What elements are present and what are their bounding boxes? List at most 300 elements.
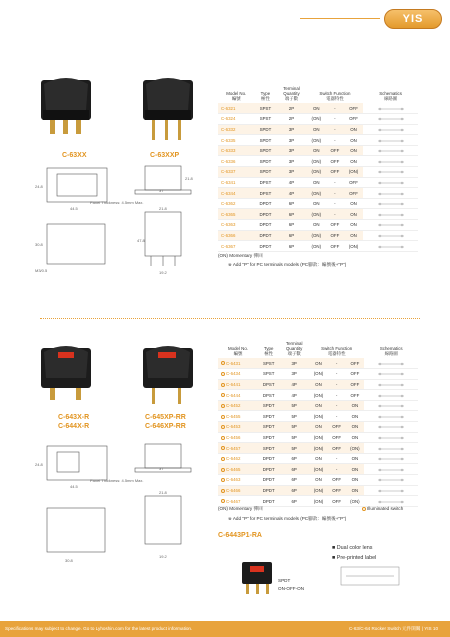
schematic-cell	[364, 400, 418, 411]
model-cell: C-6366	[218, 230, 255, 241]
header-type: Type 極性	[260, 91, 271, 101]
part-label-c646xp: C-646XP-RR	[145, 423, 186, 430]
illuminated-dot-icon	[221, 478, 225, 482]
schematic-icon	[376, 146, 406, 154]
table-cell: DPDT	[258, 464, 279, 475]
schematic-icon	[376, 422, 406, 430]
bullet-preprinted: ■ Pre-printed label	[332, 555, 377, 561]
table-cell: DPDT	[258, 496, 279, 507]
schematic-cell	[363, 114, 418, 125]
page-header	[0, 0, 450, 32]
table-cell: ON	[344, 220, 363, 231]
model-cell: C-6457	[218, 443, 258, 454]
table-cell: (ON)	[309, 485, 328, 496]
table-cell: OFF	[345, 379, 364, 390]
table-cell: OFF	[345, 390, 364, 401]
table-cell: DPDT	[255, 209, 277, 220]
schematic-icon	[376, 189, 406, 197]
note-pc-terminal-top: ※ Add "P" for PC terminals models (PC腳款：編號後+"P")	[228, 262, 347, 267]
table-cell: SPDT	[258, 400, 279, 411]
table-row	[218, 411, 418, 422]
table-cell: 3P	[276, 156, 306, 167]
table-cell: DPDT	[255, 220, 277, 231]
schematic-cell	[364, 475, 418, 486]
bullet-preprinted-text: Pre-printed label	[336, 555, 377, 561]
table-row	[218, 145, 418, 156]
table-row	[218, 485, 418, 496]
note-momentary-bottom: (ON) Momentary 彈回	[218, 506, 263, 511]
part-label-c643x: C-643X-R	[58, 414, 90, 421]
table-cell: (ON)	[309, 432, 328, 443]
table-row	[218, 220, 418, 231]
schematic-cell	[364, 379, 418, 390]
table-cell: SPDT	[255, 167, 277, 178]
table-row	[218, 379, 418, 390]
table-cell: ON	[345, 422, 364, 433]
spec-table-bottom	[218, 340, 418, 507]
footer-disclaimer: Specifications may subject to change. Go to Lyhoshin.com for the latest product information.	[5, 626, 193, 631]
illuminated-dot-icon	[221, 425, 225, 429]
model-cell: C-6441	[218, 379, 258, 390]
part-label-c645xp: C-645XP-RR	[145, 414, 186, 421]
table-cell: OFF	[328, 422, 345, 433]
schematic-icon	[376, 220, 406, 228]
table-cell: 5P	[279, 432, 309, 443]
model-cell: C-6344	[218, 188, 255, 199]
table-cell: SPDT	[255, 156, 277, 167]
table-cell: (ON)	[307, 188, 326, 199]
dim-k-bottom: Panel Thickness: 4.5mm Max.	[90, 478, 144, 483]
model-cell: C-6453	[218, 422, 258, 433]
table-cell: ON	[345, 432, 364, 443]
header-terminal: Terminal Quantity 端子數	[283, 86, 300, 101]
table-row	[218, 230, 418, 241]
dim-a: 24.8	[35, 184, 43, 189]
model-cell: C-6367	[218, 241, 255, 252]
table-cell: (ON)	[307, 167, 326, 178]
model-cell: C-6332	[218, 124, 255, 135]
schematic-icon	[376, 359, 406, 367]
table-cell: ON	[345, 475, 364, 486]
table-cell: -	[326, 103, 344, 114]
header-func: Switch Function 電器特性	[319, 91, 351, 101]
dim-d-bottom: 37	[159, 466, 164, 471]
schematic-cell	[364, 485, 418, 496]
table-cell: ON	[344, 135, 363, 146]
schematic-cell	[363, 220, 418, 231]
schematic-cell	[363, 198, 418, 209]
table-cell: ON	[345, 485, 364, 496]
note-pc-terminal-bottom: ※ Add "P" for PC terminals models (PC腳款：編號後+"P")	[228, 516, 347, 521]
table-cell: OFF	[326, 220, 344, 231]
schematic-cell	[363, 241, 418, 252]
schematic-icon	[376, 444, 406, 452]
bullet-dual-lens: ■ Dual color lens	[332, 545, 373, 551]
table-cell: ON	[345, 400, 364, 411]
schematic-icon	[376, 114, 406, 122]
table-cell: (ON)	[309, 390, 328, 401]
table-cell: 3P	[276, 135, 306, 146]
schematic-icon	[376, 104, 406, 112]
illuminated-dot-icon	[221, 361, 225, 365]
table-cell: SPDT	[255, 135, 277, 146]
table-header-row	[218, 340, 418, 358]
table-row	[218, 453, 418, 464]
table-cell: -	[328, 390, 345, 401]
schematic-cell	[363, 145, 418, 156]
table-row	[218, 124, 418, 135]
table-cell: ON	[309, 422, 328, 433]
switch-photo-c63xxp	[140, 70, 200, 150]
schematic-icon	[376, 401, 406, 409]
header-sch: Schematics 線路圖	[379, 346, 403, 356]
table-cell: (ON)	[345, 443, 364, 454]
table-cell: 3P	[279, 358, 309, 369]
schematic-icon	[376, 157, 406, 165]
table-cell: (ON)	[309, 369, 328, 380]
schematic-cell	[364, 496, 418, 507]
table-cell: ON	[345, 453, 364, 464]
schematic-cell	[363, 103, 418, 114]
table-cell: OFF	[344, 177, 363, 188]
table-cell: (ON)	[344, 241, 363, 252]
switch-photo-c63xx	[38, 70, 98, 150]
table-cell: 6P	[279, 475, 309, 486]
table-cell: ON	[345, 411, 364, 422]
illuminated-dot-icon	[221, 457, 225, 461]
dim-i: 47.8	[137, 238, 145, 243]
dim-k: Panel Thickness: 4.5mm Max.	[90, 200, 144, 205]
table-cell: 6P	[276, 230, 306, 241]
table-cell: ON	[344, 145, 363, 156]
table-cell: (ON)	[309, 443, 328, 454]
table-cell: ON	[344, 198, 363, 209]
illuminated-dot-icon	[221, 436, 225, 440]
dim-c: 21.8	[185, 176, 193, 181]
table-cell: 6P	[279, 496, 309, 507]
special-func2: ON-OFF-ON	[278, 586, 305, 591]
table-cell: 3P	[279, 369, 309, 380]
dim-b: 44.5	[70, 206, 78, 211]
table-row	[218, 358, 418, 369]
table-cell: DPST	[258, 390, 279, 401]
schematic-cell	[363, 177, 418, 188]
illuminated-dot-icon	[221, 489, 225, 493]
table-cell: 5P	[279, 422, 309, 433]
table-cell: OFF	[345, 369, 364, 380]
table-cell: DPST	[258, 379, 279, 390]
schematic-cell	[364, 464, 418, 475]
illuminated-label: Illuminated switch	[367, 506, 404, 511]
illuminated-dot-icon	[221, 393, 225, 397]
dim-h: 19.2	[159, 270, 167, 275]
table-cell: (ON)	[309, 496, 328, 507]
table-cell: OFF	[326, 241, 344, 252]
model-cell: C-6465	[218, 464, 258, 475]
table-cell: 6P	[276, 241, 306, 252]
table-cell: OFF	[328, 475, 345, 486]
table-cell: OFF	[326, 167, 344, 178]
table-cell: -	[326, 188, 344, 199]
table-cell: SPDT	[258, 422, 279, 433]
table-cell: -	[328, 453, 345, 464]
table-cell: -	[326, 209, 344, 220]
schematic-cell	[363, 167, 418, 178]
table-cell: 3P	[276, 124, 306, 135]
model-cell: C-6362	[218, 198, 255, 209]
schematic-cell	[363, 124, 418, 135]
table-cell: OFF	[326, 145, 344, 156]
table-cell: SPDT	[258, 411, 279, 422]
table-cell: 5P	[279, 400, 309, 411]
table-cell: DPDT	[255, 241, 277, 252]
switch-photo-c643x	[38, 340, 98, 410]
table-row	[218, 209, 418, 220]
schematic-icon	[376, 167, 406, 175]
table-row	[218, 103, 418, 114]
table-cell: (ON)	[307, 114, 326, 125]
special-schematic	[340, 566, 400, 586]
footer-page-info: C-63/C-64 Rocker Switch 元件開關 | YIS 10	[348, 626, 438, 631]
table-cell: OFF	[328, 485, 345, 496]
schematic-icon	[376, 242, 406, 250]
model-cell: C-6335	[218, 135, 255, 146]
dimension-drawing-bottom	[35, 440, 210, 570]
table-cell: ON	[307, 198, 326, 209]
table-cell: ON	[309, 453, 328, 464]
note-momentary-top: (ON) Momentary 彈回	[218, 253, 263, 258]
table-cell: (ON)	[344, 167, 363, 178]
table-row	[218, 390, 418, 401]
table-row	[218, 475, 418, 486]
table-cell: 6P	[279, 453, 309, 464]
schematic-cell	[364, 411, 418, 422]
illuminated-dot-icon	[221, 383, 225, 387]
table-cell: OFF	[344, 188, 363, 199]
schematic-icon	[376, 380, 406, 388]
table-cell: SPST	[258, 358, 279, 369]
dim-e: 21.8	[159, 206, 167, 211]
table-cell: OFF	[328, 432, 345, 443]
model-cell: C-6431	[218, 358, 258, 369]
model-cell: C-6341	[218, 177, 255, 188]
table-cell: 4P	[276, 177, 306, 188]
table-cell: 6P	[276, 209, 306, 220]
special-model-label: C-6443P1-RA	[218, 532, 262, 539]
header-func: Switch Function 電器特性	[321, 346, 353, 356]
table-row	[218, 369, 418, 380]
model-cell: C-6321	[218, 103, 255, 114]
table-row	[218, 156, 418, 167]
table-cell: (ON)	[307, 135, 326, 146]
table-cell: DPST	[255, 188, 277, 199]
model-cell: C-6434	[218, 369, 258, 380]
table-cell: (ON)	[307, 241, 326, 252]
table-cell: SPDT	[255, 124, 277, 135]
table-cell: -	[328, 369, 345, 380]
table-row	[218, 198, 418, 209]
model-cell: C-6466	[218, 485, 258, 496]
table-cell: DPDT	[255, 230, 277, 241]
dim-g: 30.8	[35, 242, 43, 247]
table-cell: OFF	[326, 156, 344, 167]
switch-photo-c645xp	[140, 340, 200, 410]
table-row	[218, 167, 418, 178]
illuminated-dot-icon	[221, 446, 225, 450]
note-illuminated	[362, 506, 403, 511]
table-cell: ON	[344, 156, 363, 167]
table-cell: 6P	[276, 220, 306, 231]
table-cell: OFF	[328, 496, 345, 507]
table-cell: ON	[344, 209, 363, 220]
table-cell: 2P	[276, 103, 306, 114]
table-row	[218, 188, 418, 199]
table-cell: ON	[307, 177, 326, 188]
table-cell: (ON)	[307, 156, 326, 167]
schematic-icon	[376, 465, 406, 473]
header-model: Model No. 編號	[228, 346, 249, 356]
table-row	[218, 464, 418, 475]
special-func1: SPDT	[278, 578, 291, 583]
model-cell: C-6463	[218, 475, 258, 486]
illuminated-dot-icon	[221, 468, 225, 472]
table-cell: (ON)	[307, 230, 326, 241]
page-footer	[0, 621, 450, 637]
table-cell: ON	[307, 124, 326, 135]
switch-photo-c6443p1	[238, 558, 278, 598]
schematic-cell	[363, 209, 418, 220]
schematic-icon	[376, 136, 406, 144]
schematic-icon	[376, 433, 406, 441]
table-row	[218, 177, 418, 188]
header-model: Model No. 編號	[226, 91, 247, 101]
bullet-dual-lens-text: Dual color lens	[336, 545, 373, 551]
table-cell: ON	[307, 145, 326, 156]
table-cell: -	[326, 114, 344, 125]
schematic-cell	[364, 432, 418, 443]
table-cell: ON	[309, 379, 328, 390]
header-type: Type 極性	[263, 346, 274, 356]
model-cell: C-6324	[218, 114, 255, 125]
table-cell: ON	[309, 400, 328, 411]
table-cell: DPST	[255, 177, 277, 188]
model-cell: C-6333	[218, 145, 255, 156]
table-cell: 5P	[279, 411, 309, 422]
model-cell: C-6363	[218, 220, 255, 231]
schematic-cell	[364, 390, 418, 401]
model-cell: C-6365	[218, 209, 255, 220]
model-cell: C-6336	[218, 156, 255, 167]
schematic-icon	[376, 391, 406, 399]
table-cell: 6P	[279, 464, 309, 475]
table-cell: OFF	[326, 230, 344, 241]
table-cell: DPDT	[255, 198, 277, 209]
table-cell: 3P	[276, 167, 306, 178]
table-cell: DPDT	[258, 475, 279, 486]
header-sch: Schematics 線路圖	[379, 91, 402, 101]
table-cell: SPDT	[258, 432, 279, 443]
table-cell: SPST	[255, 114, 277, 125]
schematic-icon	[376, 497, 406, 505]
schematic-icon	[376, 486, 406, 494]
dim-b-bottom: 44.5	[70, 484, 78, 489]
table-cell: (ON)	[309, 464, 328, 475]
illuminated-dot-icon	[221, 415, 225, 419]
dim-a-bottom: 24.8	[35, 462, 43, 467]
schematic-icon	[376, 412, 406, 420]
schematic-cell	[363, 135, 418, 146]
schematic-cell	[364, 369, 418, 380]
part-label-c63xx: C-63XX	[62, 152, 87, 159]
illuminated-dot-icon	[221, 372, 225, 376]
table-row	[218, 114, 418, 125]
table-cell: -	[328, 464, 345, 475]
table-cell: ON	[309, 358, 328, 369]
schematic-icon	[376, 231, 406, 239]
table-cell: -	[326, 198, 344, 209]
table-cell: ON	[344, 230, 363, 241]
table-cell: -	[326, 124, 344, 135]
table-cell: 4P	[279, 379, 309, 390]
table-header-row	[218, 85, 418, 103]
model-cell: C-6337	[218, 167, 255, 178]
schematic-icon	[376, 125, 406, 133]
table-cell: ON	[309, 475, 328, 486]
table-cell: SPDT	[258, 443, 279, 454]
table-cell: ON	[345, 464, 364, 475]
dim-h-bottom: 19.2	[159, 554, 167, 559]
table-cell: 6P	[279, 485, 309, 496]
model-cell: C-6467	[218, 496, 258, 507]
table-cell: -	[328, 400, 345, 411]
table-row	[218, 241, 418, 252]
illuminated-dot-icon	[362, 507, 366, 511]
table-cell: SPST	[255, 103, 277, 114]
illuminated-dot-icon	[221, 404, 225, 408]
spec-table-top	[218, 85, 418, 252]
dimension-drawing-top	[35, 162, 210, 282]
table-cell: SPST	[258, 369, 279, 380]
table-cell: -	[326, 135, 344, 146]
schematic-icon	[376, 454, 406, 462]
table-cell: ON	[307, 220, 326, 231]
table-cell: 6P	[276, 198, 306, 209]
table-cell: OFF	[328, 443, 345, 454]
model-cell: C-6462	[218, 453, 258, 464]
dim-g-bottom: 30.8	[65, 558, 73, 563]
dim-e-bottom: 21.8	[159, 490, 167, 495]
table-cell: (ON)	[307, 209, 326, 220]
schematic-icon	[376, 210, 406, 218]
schematic-icon	[376, 475, 406, 483]
table-row	[218, 422, 418, 433]
table-cell: OFF	[345, 358, 364, 369]
table-cell: (ON)	[309, 411, 328, 422]
table-cell: 3P	[276, 145, 306, 156]
table-cell: 2P	[276, 114, 306, 125]
dim-j: M3/0.5	[35, 268, 48, 273]
table-cell: ON	[307, 103, 326, 114]
table-row	[218, 443, 418, 454]
table-cell: -	[328, 379, 345, 390]
part-label-c63xxp: C-63XXP	[150, 152, 180, 159]
table-cell: DPDT	[258, 453, 279, 464]
schematic-cell	[364, 422, 418, 433]
schematic-cell	[364, 443, 418, 454]
illuminated-dot-icon	[221, 499, 225, 503]
brand-logo: YIS	[384, 9, 442, 29]
model-cell: C-6455	[218, 411, 258, 422]
